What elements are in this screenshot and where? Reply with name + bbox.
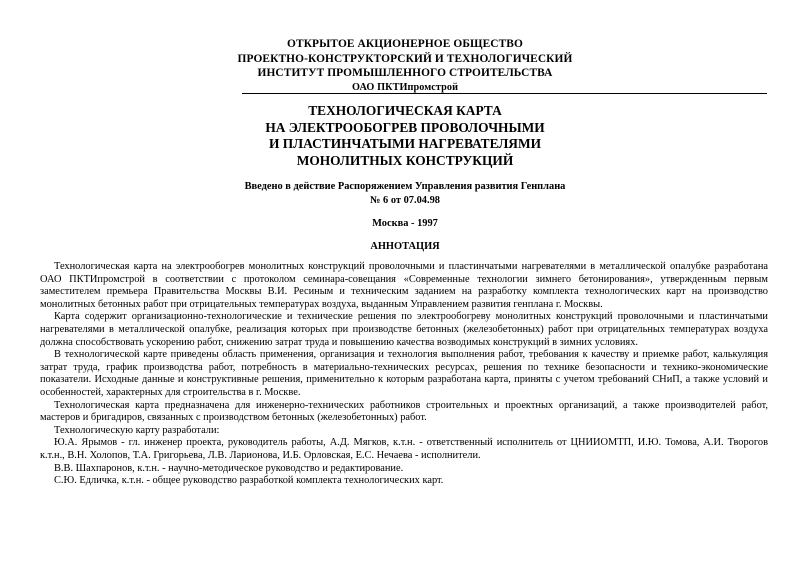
organization-header (150, 37, 660, 95)
org-line: ПРОЕКТНО-КОНСТРУКТОРСКИЙ И ТЕХНОЛОГИЧЕСКИЙ (237, 52, 573, 65)
annotation-paragraph: Карта содержит организационно-технологические и технические решения по электрообогреву монолитных конструкций проволочными и пластинчатыми нагревателями в металлической опалубке, реализация которых при производстве бетонных (железобетонных) работ при отрицательных температурах воздуха должна способствовать ускорению работ, снижению затрат труда и повышению качества возводимых конструкций в зимних условиях. (40, 311, 768, 348)
general-supervisor: С.Ю. Едличка, к.т.н. - общее руководство разработкой комплекта технологических карт. (54, 475, 444, 487)
annotation-paragraph: В технологической карте приведены область применения, организация и технология выполнения работ, требования к качеству и приемке работ, калькуляция затрат труда, график производства работ, потребность в материально-технических ресурсах, решения по технике безопасности и технико-экономические показатели. Исходные данные и конструктивные решения, применительно к которым разработана карта, приняты с учетом требований СНиП, а также условий и особенностей, характерных для строительства в г. Москве. (40, 349, 768, 398)
annotation-paragraph: Технологическая карта предназначена для инженерно-технических работников строительных и проектных организаций, а также производителей работ, мастеров и бригадиров, связанных с производством бетонных (железобетонных) работ. (40, 399, 768, 424)
decree-notice (150, 180, 660, 208)
decree-number: № 6 от 07.04.98 (370, 195, 440, 206)
annotation-heading: АННОТАЦИЯ (370, 241, 440, 252)
annotation-body (40, 261, 768, 488)
org-line: ИНСТИТУТ ПРОМЫШЛЕННОГО СТРОИТЕЛЬСТВА (257, 67, 553, 80)
org-short-name: ОАО ПКТИпромстрой (351, 81, 459, 93)
decree-line: Введено в действие Распоряжением Управления развития Генплана (244, 181, 566, 192)
title-line: МОНОЛИТНЫХ КОНСТРУКЦИЙ (296, 152, 514, 168)
title-line: ТЕХНОЛОГИЧЕСКАЯ КАРТА (308, 103, 502, 118)
document-title (150, 103, 660, 169)
authors-list: Ю.А. Ярымов - гл. инженер проекта, руководитель работы, А.Д. Мягков, к.т.н. - ответственный исполнитель от ЦНИИОМТП, И.Ю. Томова, А.И. Творогов к.т.н., В.Н. Холопов, Т.А. Григорьева, Л.В. Ларионова, И.Б. Орловская, Е.С. Нечаева - исполнители. (40, 437, 768, 461)
org-line: ОТКРЫТОЕ АКЦИОНЕРНОЕ ОБЩЕСТВО (287, 38, 523, 50)
scientific-editor: В.В. Шахпаронов, к.т.н. - научно-методическое руководство и редактирование. (54, 462, 404, 474)
title-line: И ПЛАСТИНЧАТЫМИ НАГРЕВАТЕЛЯМИ (268, 136, 542, 152)
header-divider (242, 93, 767, 94)
authors-heading: Технологическую карту разработали: (54, 424, 220, 436)
title-line: НА ЭЛЕКТРООБОГРЕВ ПРОВОЛОЧНЫМИ (265, 119, 545, 135)
annotation-paragraph: Технологическая карта на электрообогрев монолитных конструкций проволочными и пластинчатыми нагревателями в металлической опалубке разработана ОАО ПКТИпромстрой в соответствии с протоколом семинара-совещания «Современные технологии зимнего бетонирования», утвержденным первым заместителем премьера Правительства Москвы В.И. Ресиным и техническим заданием на разработку комплекта технологических карт на производство монолитных бетонных работ при отрицательных температурах воздуха, выданным Управлением развития генплана г. Москвы. (40, 261, 768, 310)
city-year: Москва - 1997 (372, 218, 438, 229)
